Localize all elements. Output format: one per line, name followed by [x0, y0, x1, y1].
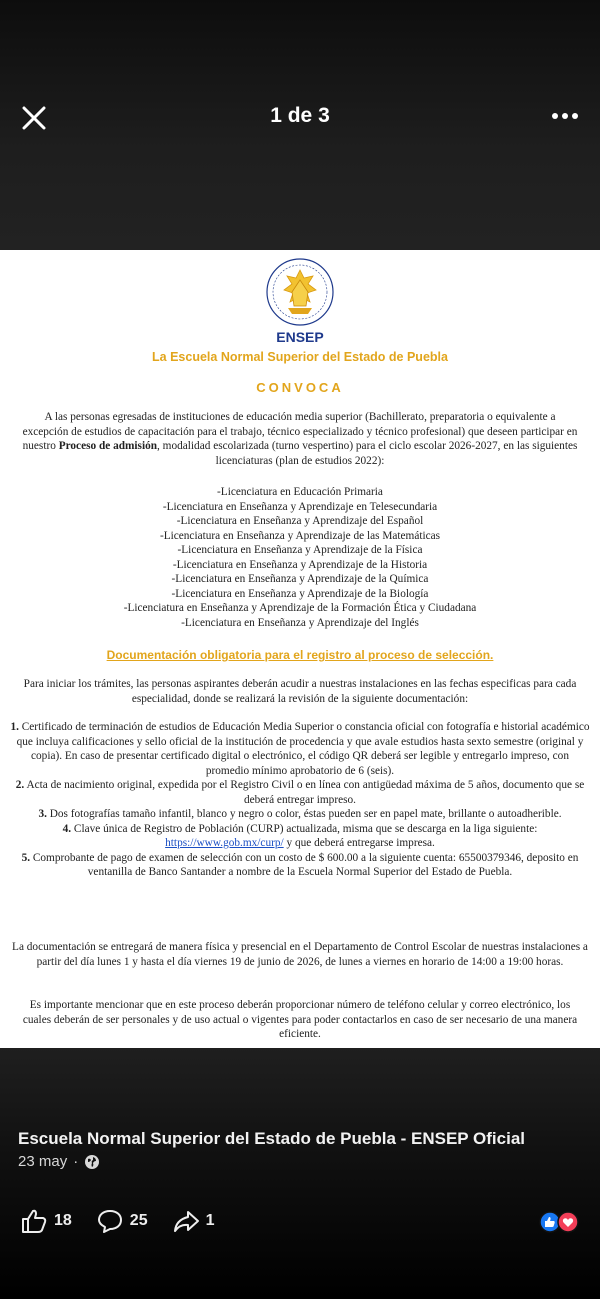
- requirement-number: 1.: [10, 721, 19, 733]
- globe-icon: [84, 1154, 100, 1170]
- school-title: La Escuela Normal Superior del Estado de Puebla: [152, 350, 448, 364]
- requirement-number: 2.: [15, 779, 25, 791]
- delivery-paragraph: La documentación se entregará de manera física y presencial en el Departamento de Control Escolar de nuestras instalaciones a partir del día lunes 1 y hasta el día viernes 19 de junio de 2026, de lunes a viernes en horario de 14:00 a 19:00 horas.: [12, 941, 588, 968]
- curp-link[interactable]: https://www.gob.mx/curp/: [165, 837, 284, 849]
- like-button[interactable]: [20, 1208, 72, 1234]
- convoca-heading: CONVOCA: [256, 380, 344, 395]
- requirement-text: Comprobante de pago de examen de selección con un costo de $ 600.00 a la siguiente cuenta: 65500379346, deposito en ventanilla de Banco Santander a nombre de la Escuela Normal Superior del Estado de Puebla.: [30, 851, 579, 878]
- like-count: 18: [54, 1212, 72, 1229]
- list-item: -Licenciatura en Enseñanza y Aprendizaje de la Química: [171, 573, 429, 585]
- list-item: -Licenciatura en Enseñanza y Aprendizaje de la Formación Ética y Ciudadana: [123, 602, 477, 614]
- post-actions: [20, 1208, 239, 1234]
- viewer-top-bar: [0, 0, 600, 250]
- share-icon: [172, 1208, 200, 1234]
- list-item: -Licenciatura en Enseñanza y Aprendizaje en Telesecundaria: [162, 500, 438, 513]
- list-item: -Licenciatura en Enseñanza y Aprendizaje de las Matemáticas: [159, 529, 441, 542]
- post-date[interactable]: 23 may: [18, 1153, 68, 1170]
- list-item: [8, 807, 592, 822]
- list-item: [8, 851, 592, 880]
- requirement-text: y que deberá entregarse impresa.: [283, 837, 435, 849]
- post-footer: [0, 1048, 600, 1299]
- ensep-logo-icon: [252, 256, 348, 328]
- list-item: [8, 720, 592, 778]
- requirements-list: [8, 720, 592, 880]
- list-item: -Licenciatura en Enseñanza y Aprendizaje de la Física: [177, 544, 423, 556]
- photo-counter: 1 de 3: [270, 104, 330, 127]
- intro-tail: , modalidad escolarizada (turno vespertino) para el ciclo escolar 2026-2027, en las siguientes licenciaturas (plan de estudios 2022):: [157, 440, 578, 467]
- list-item: -Licenciatura en Enseñanza y Aprendizaje del Inglés: [181, 616, 419, 629]
- requirement-text: Acta de nacimiento original, expedida por el Registro Civil o en línea con antigüedad máxima de 5 años, documento que se deberá entregar impreso.: [24, 779, 585, 806]
- requirement-text: Certificado de terminación de estudios de Educación Media Superior o constancia oficial con fotografía e historial académico que incluya calificaciones y sello oficial de la institución de procedencia y que avale estudios hasta sexto semestre (original y copia). En caso de presentar certificado digital o electrónico, el código QR deberá ser legible y entregarlo impreso, con promedio mínimo aprobatorio de 6 (seis).: [16, 721, 590, 777]
- intro-paragraph: [22, 410, 578, 468]
- list-item: -Licenciatura en Enseñanza y Aprendizaje de la Biología: [171, 587, 429, 600]
- requirement-text: Dos fotografías tamaño infantil, blanco y negro o color, éstas pueden ser en papel mate, brillante o autoadherible.: [46, 808, 562, 820]
- list-item: -Licenciatura en Educación Primaria: [217, 486, 383, 498]
- documentation-heading: Documentación obligatoria para el registro al proceso de selección.: [106, 648, 494, 662]
- comment-count: 25: [129, 1212, 148, 1229]
- requirement-number: 4.: [62, 822, 72, 835]
- degree-list: [0, 485, 600, 630]
- list-item: [8, 822, 592, 851]
- reactions-icon[interactable]: [536, 1210, 582, 1234]
- post-image: [0, 250, 600, 1048]
- page-name-link[interactable]: Escuela Normal Superior del Estado de Puebla - ENSEP Oficial: [18, 1129, 526, 1148]
- requirement-number: 3.: [38, 808, 47, 820]
- list-item: -Licenciatura en Enseñanza y Aprendizaje del Español: [176, 515, 424, 527]
- intro-text: A las personas egresadas de instituciones de educación media superior (Bachillerato, preparatoria o equivalente a excepción de estudios de capacitación para el trabajo, técnico especializado y técnico profesional) que deseen participar en nuestro: [22, 411, 578, 452]
- thumbs-up-icon: [20, 1208, 48, 1234]
- procedure-paragraph: Para iniciar los trámites, las personas aspirantes deberán acudir a nuestras instalaciones en las fechas especificas para cada especialidad, donde se realizará la revisión de la siguiente documentación:: [23, 678, 577, 705]
- comment-button[interactable]: [96, 1208, 148, 1234]
- share-count: 1: [205, 1212, 215, 1229]
- more-options-icon[interactable]: [550, 106, 580, 126]
- list-item: [8, 778, 592, 807]
- meta-separator: ·: [73, 1153, 79, 1170]
- post-meta: [18, 1153, 100, 1170]
- intro-bold: Proceso de admisión: [58, 440, 158, 452]
- requirement-number: 5.: [21, 851, 31, 864]
- list-item: -Licenciatura en Enseñanza y Aprendizaje de la Historia: [172, 558, 428, 571]
- logo-name: ENSEP: [276, 329, 324, 345]
- contact-paragraph: Es importante mencionar que en este proceso deberán proporcionar número de teléfono celular y correo electrónico, los cuales deberán de ser personales y de uso actual o vigentes para poder contactarlos en caso de ser necesario de una manera eficiente.: [22, 999, 578, 1040]
- requirement-text: Clave única de Registro de Población (CURP) actualizada, misma que se descarga en la liga siguiente:: [71, 822, 538, 835]
- share-button[interactable]: [172, 1208, 215, 1234]
- comment-icon: [96, 1208, 124, 1234]
